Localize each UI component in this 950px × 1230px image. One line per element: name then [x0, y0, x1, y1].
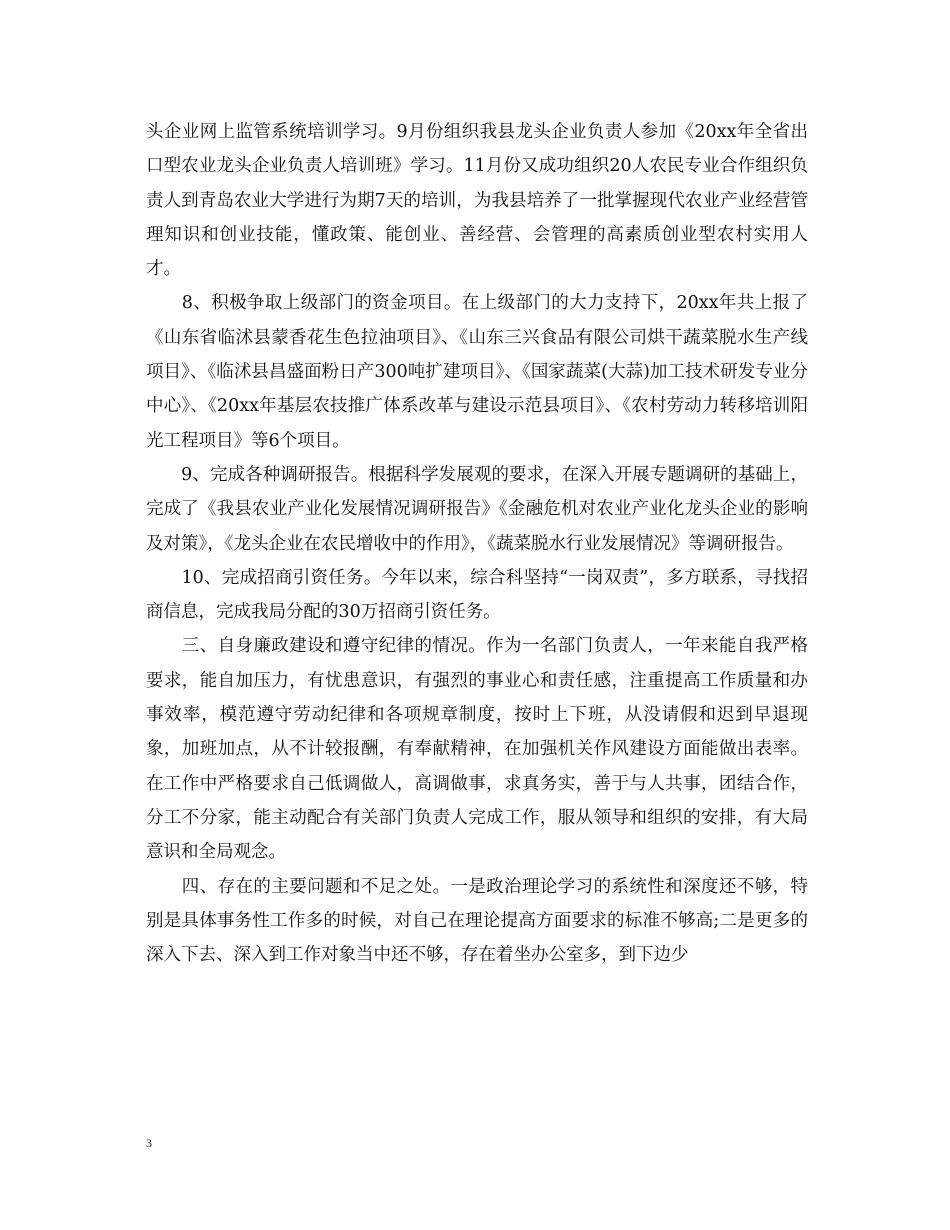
- paragraph-funding-projects: 8、积极争取上级部门的资金项目。在上级部门的大力支持下，20xx年共上报了《山东省临沭县蒙香花生色拉油项目》、《山东三兴食品有限公司烘干蔬菜脱水生产线项目》、《临沭县昌盛面粉日产300吨扩建项目》、《国家蔬菜(大蒜)加工技术研发专业分中心》、《20xx年基层农技推广体系改革与建设示范县项目》、《农村劳动力转移培训阳光工程项目》等6个项目。: [146, 293, 808, 451]
- page-number: 3: [146, 1136, 152, 1150]
- paragraph-research-reports: 9、完成各种调研报告。根据科学发展观的要求，在深入开展专题调研的基础上，完成了《我县农业产业化发展情况调研报告》《金融危机对农业产业化龙头企业的影响及对策》，《龙头企业在农民增收中的作用》，《蔬菜脱水行业发展情况》等调研报告。: [146, 464, 808, 554]
- paragraph-investment-task: 10、完成招商引资任务。今年以来，综合科坚持“一岗双责”，多方联系，寻找招商信息，完成我局分配的30万招商引资任务。: [146, 567, 808, 623]
- paragraph-training: 头企业网上监管系统培训学习。9月份组织我县龙头企业负责人参加《20xx年全省出口型农业龙头企业负责人培训班》学习。11月份又成功组织20人农民专业合作组织负责人到青岛农业大学进行为期7天的培训，为我县培养了一批掌握现代农业产业经营管理知识和创业技能，懂政策、能创业、善经营、会管理的高素质创业型农村实用人才。: [146, 122, 808, 280]
- paragraph-integrity-discipline: 三、自身廉政建设和遵守纪律的情况。作为一名部门负责人，一年来能自我严格要求，能自加压力，有忧患意识，有强烈的事业心和责任感，注重提高工作质量和办事效率，模范遵守劳动纪律和各项规章制度，按时上下班，从没请假和迟到早退现象，加班加点，从不计较报酬，有奉献精神，在加强机关作风建设方面能做出表率。在工作中严格要求自己低调做人，高调做事，求真务实，善于与人共事，团结合作，分工不分家，能主动配合有关部门负责人完成工作，服从领导和组织的安排，有大局意识和全局观念。: [146, 636, 808, 863]
- document-body: [146, 115, 808, 972]
- paragraph-problems: 四、存在的主要问题和不足之处。一是政治理论学习的系统性和深度还不够，特别是具体事务性工作多的时候，对自己在理论提高方面要求的标准不够高;二是更多的深入下去、深入到工作对象当中还不够，存在着坐办公室多，到下边少: [146, 876, 808, 966]
